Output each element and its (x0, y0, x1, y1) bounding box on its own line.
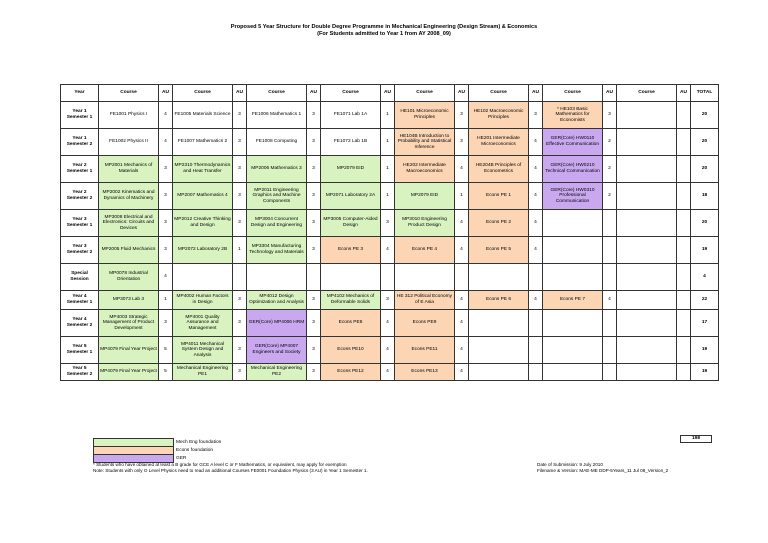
course-cell: Econs PE9 (395, 310, 455, 337)
course-cell: FE1008 Computing (247, 129, 307, 156)
course-cell: MP4011 Mechanical System Design and Analysis (173, 337, 233, 364)
course-cell (543, 337, 603, 364)
course-cell: MP2006 Mathematics 3 (247, 156, 307, 183)
course-cell: * HE103 Basic Mathematics for Economists (543, 102, 603, 129)
table-row (61, 337, 719, 364)
course-cell (469, 337, 529, 364)
au-cell (677, 183, 691, 210)
au-cell: 1 (381, 102, 395, 129)
course-cell: MP4001 Quality Assurance and Management (173, 310, 233, 337)
column-header: AU (159, 85, 173, 102)
total-cell: 17 (691, 310, 719, 337)
total-cell: 20 (691, 210, 719, 237)
au-cell: 2 (603, 183, 617, 210)
year-cell: Year 3 Semester 1 (61, 210, 99, 237)
au-cell (529, 264, 543, 291)
course-cell (617, 310, 677, 337)
au-cell (677, 210, 691, 237)
column-header: Year (61, 85, 99, 102)
legend-label-econs: Econs foundation (176, 448, 214, 453)
course-cell (617, 291, 677, 310)
course-cell: MP2011 Engineering Graphics and Machine Components (247, 183, 307, 210)
grand-total: 198 (680, 435, 712, 443)
course-cell (543, 364, 603, 381)
course-cell (617, 237, 677, 264)
course-cell (543, 237, 603, 264)
au-cell (603, 364, 617, 381)
table-row (61, 183, 719, 210)
course-cell: MP2002 Kinematics and Dynamics of Machinery (99, 183, 159, 210)
year-cell: Year 2 Semester 1 (61, 156, 99, 183)
column-header: AU (603, 85, 617, 102)
column-header: AU (677, 85, 691, 102)
au-cell: 1 (159, 291, 173, 310)
course-cell (617, 156, 677, 183)
page-title: Proposed 5 Year Structure for Double Degree Programme in Mechanical Engineering (Design Stream) & Economics (230, 24, 538, 30)
au-cell: 3 (233, 129, 247, 156)
au-cell: 4 (381, 310, 395, 337)
table-row (61, 364, 719, 381)
au-cell: 3 (233, 291, 247, 310)
course-cell: FE1006 Mathematics 1 (247, 102, 307, 129)
au-cell: 3 (307, 102, 321, 129)
column-header: Course (99, 85, 159, 102)
au-cell: 4 (381, 364, 395, 381)
page-subtitle: (For Students admitted to Year 1 from AY 2008_09) (317, 31, 451, 37)
course-cell: FE1071 Lab 1A (321, 102, 381, 129)
au-cell (677, 129, 691, 156)
au-cell: 4 (455, 156, 469, 183)
au-cell: 4 (529, 210, 543, 237)
au-cell (455, 264, 469, 291)
au-cell: 3 (159, 237, 173, 264)
course-cell: MP4002 Human Factors in Design (173, 291, 233, 310)
au-cell: 4 (529, 156, 543, 183)
au-cell: 3 (233, 102, 247, 129)
au-cell: 5 (159, 337, 173, 364)
au-cell: 3 (307, 129, 321, 156)
footnote-physics: Note: Students with only O Level Physics need to read an additional Courses FE0001 Foundation Physics (3 AU) in Year 1 Semester 1. (93, 468, 368, 473)
course-cell: FE1005 Materials Science (173, 102, 233, 129)
au-cell (603, 210, 617, 237)
year-cell: Year 1 Semester 1 (61, 102, 99, 129)
course-cell: MP4003 Strategic Management of Product Development (99, 310, 159, 337)
au-cell: 3 (307, 237, 321, 264)
course-cell: Econs PE 4 (395, 237, 455, 264)
course-cell (617, 264, 677, 291)
date-of-submission: Date of Submission: 9 July 2010 (537, 462, 603, 467)
au-cell: 3 (455, 129, 469, 156)
year-cell: Year 5 Semester 1 (61, 337, 99, 364)
column-header: TOTAL (691, 85, 719, 102)
au-cell: 4 (529, 237, 543, 264)
au-cell: 3 (233, 310, 247, 337)
au-cell (233, 264, 247, 291)
course-cell: HE104B Introduction to Probability and Statistical Inference (395, 129, 455, 156)
legend-label-mech: Mech Eng foundation (176, 440, 222, 445)
course-cell (395, 264, 455, 291)
au-cell: 4 (529, 291, 543, 310)
course-cell: MP2007 Mathematics 4 (173, 183, 233, 210)
course-cell (617, 364, 677, 381)
course-cell: MP2012 Creative Thinking and Design (173, 210, 233, 237)
au-cell: 3 (233, 337, 247, 364)
course-cell: MP2071 Laboratory 2A (321, 183, 381, 210)
course-cell: MP2072 Laboratory 2B (173, 237, 233, 264)
course-cell: Econs PE13 (395, 364, 455, 381)
column-header: AU (529, 85, 543, 102)
year-cell: Year 3 Semester 2 (61, 237, 99, 264)
au-cell: 4 (455, 237, 469, 264)
au-cell: 4 (159, 102, 173, 129)
course-cell: MP2079 EID (395, 183, 455, 210)
column-header: Course (173, 85, 233, 102)
course-cell (617, 210, 677, 237)
column-header: AU (455, 85, 469, 102)
au-cell: 4 (381, 237, 395, 264)
course-cell: MP4079 Final Year Project (99, 364, 159, 381)
au-cell: 3 (159, 210, 173, 237)
course-cell: Econs PE 1 (469, 183, 529, 210)
table-row (61, 310, 719, 337)
course-cell (543, 264, 603, 291)
table-row (61, 237, 719, 264)
legend-swatch-mech (94, 439, 174, 447)
course-cell: Mechanical Engineering PE2 (247, 364, 307, 381)
course-cell: HE101 Microeconomic Principles (395, 102, 455, 129)
legend-label-ger: GER (176, 456, 187, 461)
au-cell (529, 337, 543, 364)
course-cell: GER(Core) HW0310 Professional Communication (543, 183, 603, 210)
course-cell: MP4102 Mechanics of Deformable Solids (321, 291, 381, 310)
course-cell: MP3008 Electrical and Electronics: Circuits and Devices (99, 210, 159, 237)
year-cell: Special Session (61, 264, 99, 291)
au-cell (603, 337, 617, 364)
course-cell: MP2005 Fluid Mechanics (99, 237, 159, 264)
au-cell: 2 (603, 156, 617, 183)
course-cell: GER(Core) MP4007 Engineers and Society (247, 337, 307, 364)
course-cell: Econs PE 6 (469, 291, 529, 310)
au-cell: 4 (455, 337, 469, 364)
course-cell: FE1001 Physics I (99, 102, 159, 129)
course-cell: Econs PE10 (321, 337, 381, 364)
table-row (61, 129, 719, 156)
au-cell: 3 (307, 183, 321, 210)
total-cell: 4 (691, 264, 719, 291)
table-row (61, 156, 719, 183)
course-cell: Econs PE 3 (321, 237, 381, 264)
course-cell: HE201 Intermediate Microeconomics (469, 129, 529, 156)
au-cell (307, 264, 321, 291)
course-cell: MP4012 Design Optimization and Analysis (247, 291, 307, 310)
au-cell (677, 156, 691, 183)
au-cell: 4 (603, 291, 617, 310)
au-cell: 1 (381, 156, 395, 183)
au-cell: 3 (529, 102, 543, 129)
filename-version: Filename & Version: MAE-ME DDP-5Years_11 Jul 08_Version_2 (537, 468, 669, 473)
au-cell (529, 310, 543, 337)
au-cell: 1 (455, 183, 469, 210)
course-cell: Econs PE 5 (469, 237, 529, 264)
au-cell: 4 (159, 129, 173, 156)
course-cell (543, 310, 603, 337)
au-cell: 1 (381, 129, 395, 156)
legend (93, 438, 224, 463)
course-cell: MP0078 Industrial Orientation (99, 264, 159, 291)
au-cell: 4 (529, 129, 543, 156)
year-cell: Year 1 Semester 2 (61, 129, 99, 156)
au-cell: 3 (307, 310, 321, 337)
column-header: AU (381, 85, 395, 102)
total-cell: 22 (691, 291, 719, 310)
total-cell: 19 (691, 337, 719, 364)
au-cell: 1 (381, 183, 395, 210)
table-row (61, 291, 719, 310)
course-cell: Econs PE11 (395, 337, 455, 364)
table-row (61, 102, 719, 129)
au-cell: 4 (381, 337, 395, 364)
column-header: Course (617, 85, 677, 102)
au-cell: 3 (233, 210, 247, 237)
course-cell: Econs PE8 (321, 310, 381, 337)
course-cell: GER(Core) HW0210 Technical Communication (543, 156, 603, 183)
total-cell: 19 (691, 364, 719, 381)
course-cell: MP3010 Engineering Product Design (395, 210, 455, 237)
au-cell: 3 (233, 183, 247, 210)
au-cell: 3 (307, 364, 321, 381)
course-cell (247, 264, 307, 291)
year-cell: Year 4 Semester 1 (61, 291, 99, 310)
course-cell: MP3004 Concurrent Design and Engineering (247, 210, 307, 237)
year-cell: Year 2 Semester 2 (61, 183, 99, 210)
course-cell: HE 312 Political Economy of E Asia (395, 291, 455, 310)
au-cell: 4 (455, 210, 469, 237)
course-cell (617, 183, 677, 210)
course-cell (469, 364, 529, 381)
course-cell: MP3304 Manufacturing Technology and Materials (247, 237, 307, 264)
course-cell: FE1007 Mathematics 2 (173, 129, 233, 156)
header-row (61, 85, 719, 102)
course-cell: MP2001 Mechanics of Materials (99, 156, 159, 183)
course-cell: Econs PE12 (321, 364, 381, 381)
au-cell (381, 264, 395, 291)
course-cell: HE204B Principles of Econometrics (469, 156, 529, 183)
au-cell (677, 291, 691, 310)
curriculum-table (60, 84, 719, 381)
au-cell: 4 (455, 291, 469, 310)
au-cell: 4 (529, 183, 543, 210)
au-cell: 3 (307, 291, 321, 310)
total-cell: 18 (691, 183, 719, 210)
au-cell (603, 310, 617, 337)
course-cell: MP2310 Thermodynamics and Heat Transfer (173, 156, 233, 183)
column-header: Course (395, 85, 455, 102)
course-cell (617, 102, 677, 129)
legend-item (94, 447, 224, 455)
year-cell: Year 5 Semester 2 (61, 364, 99, 381)
column-header: Course (469, 85, 529, 102)
course-cell (469, 264, 529, 291)
au-cell (529, 364, 543, 381)
au-cell (677, 310, 691, 337)
course-cell: Econs PE 2 (469, 210, 529, 237)
column-header: Course (543, 85, 603, 102)
au-cell (677, 102, 691, 129)
au-cell (677, 364, 691, 381)
course-cell (543, 210, 603, 237)
au-cell (603, 237, 617, 264)
course-cell: FE1072 Lab 1B (321, 129, 381, 156)
au-cell: 2 (603, 129, 617, 156)
column-header: Course (321, 85, 381, 102)
au-cell: 3 (455, 102, 469, 129)
column-header: AU (307, 85, 321, 102)
au-cell: 3 (307, 337, 321, 364)
course-cell: HE202 Intermediate Macroeconomics (395, 156, 455, 183)
total-cell: 19 (691, 237, 719, 264)
course-cell: GER(Core) HW0110 Effective Communication (543, 129, 603, 156)
au-cell (603, 264, 617, 291)
course-cell (469, 310, 529, 337)
course-cell: GER(Core) MP4006 HRM (247, 310, 307, 337)
course-cell: MP2079 EID (321, 156, 381, 183)
au-cell: 5 (159, 364, 173, 381)
au-cell: 4 (455, 310, 469, 337)
au-cell: 3 (307, 156, 321, 183)
total-cell: 20 (691, 129, 719, 156)
au-cell: 3 (159, 310, 173, 337)
au-cell (677, 337, 691, 364)
au-cell: 3 (159, 156, 173, 183)
course-cell: Econs PE 7 (543, 291, 603, 310)
course-cell: MP3073 Lab 3 (99, 291, 159, 310)
year-cell: Year 4 Semester 2 (61, 310, 99, 337)
au-cell: 3 (233, 364, 247, 381)
course-cell: MP4079 Final Year Project (99, 337, 159, 364)
au-cell: 1 (233, 237, 247, 264)
au-cell: 3 (159, 183, 173, 210)
table-row (61, 264, 719, 291)
course-cell: HE102 Macroeconomic Principles (469, 102, 529, 129)
au-cell (677, 237, 691, 264)
footnote-exemption: * Students who have obtained at least a B grade for GCE A level C or F Mathematics, or equivalent, may apply for exemption (93, 462, 347, 467)
course-cell (173, 264, 233, 291)
course-cell: Mechanical Engineering PE1 (173, 364, 233, 381)
au-cell: 4 (159, 264, 173, 291)
au-cell: 4 (455, 364, 469, 381)
au-cell: 3 (381, 291, 395, 310)
column-header: Course (247, 85, 307, 102)
legend-swatch-econs (94, 447, 174, 455)
au-cell: 3 (307, 210, 321, 237)
column-header: AU (233, 85, 247, 102)
course-cell: FE1002 Physics II (99, 129, 159, 156)
au-cell: 3 (381, 210, 395, 237)
au-cell: 3 (233, 156, 247, 183)
course-cell: MP3005 Computer-Aided Design (321, 210, 381, 237)
course-cell (617, 129, 677, 156)
course-cell (617, 337, 677, 364)
total-cell: 20 (691, 156, 719, 183)
course-cell (321, 264, 381, 291)
table-row (61, 210, 719, 237)
legend-item (94, 439, 224, 447)
au-cell (677, 264, 691, 291)
total-cell: 20 (691, 102, 719, 129)
au-cell: 3 (603, 102, 617, 129)
